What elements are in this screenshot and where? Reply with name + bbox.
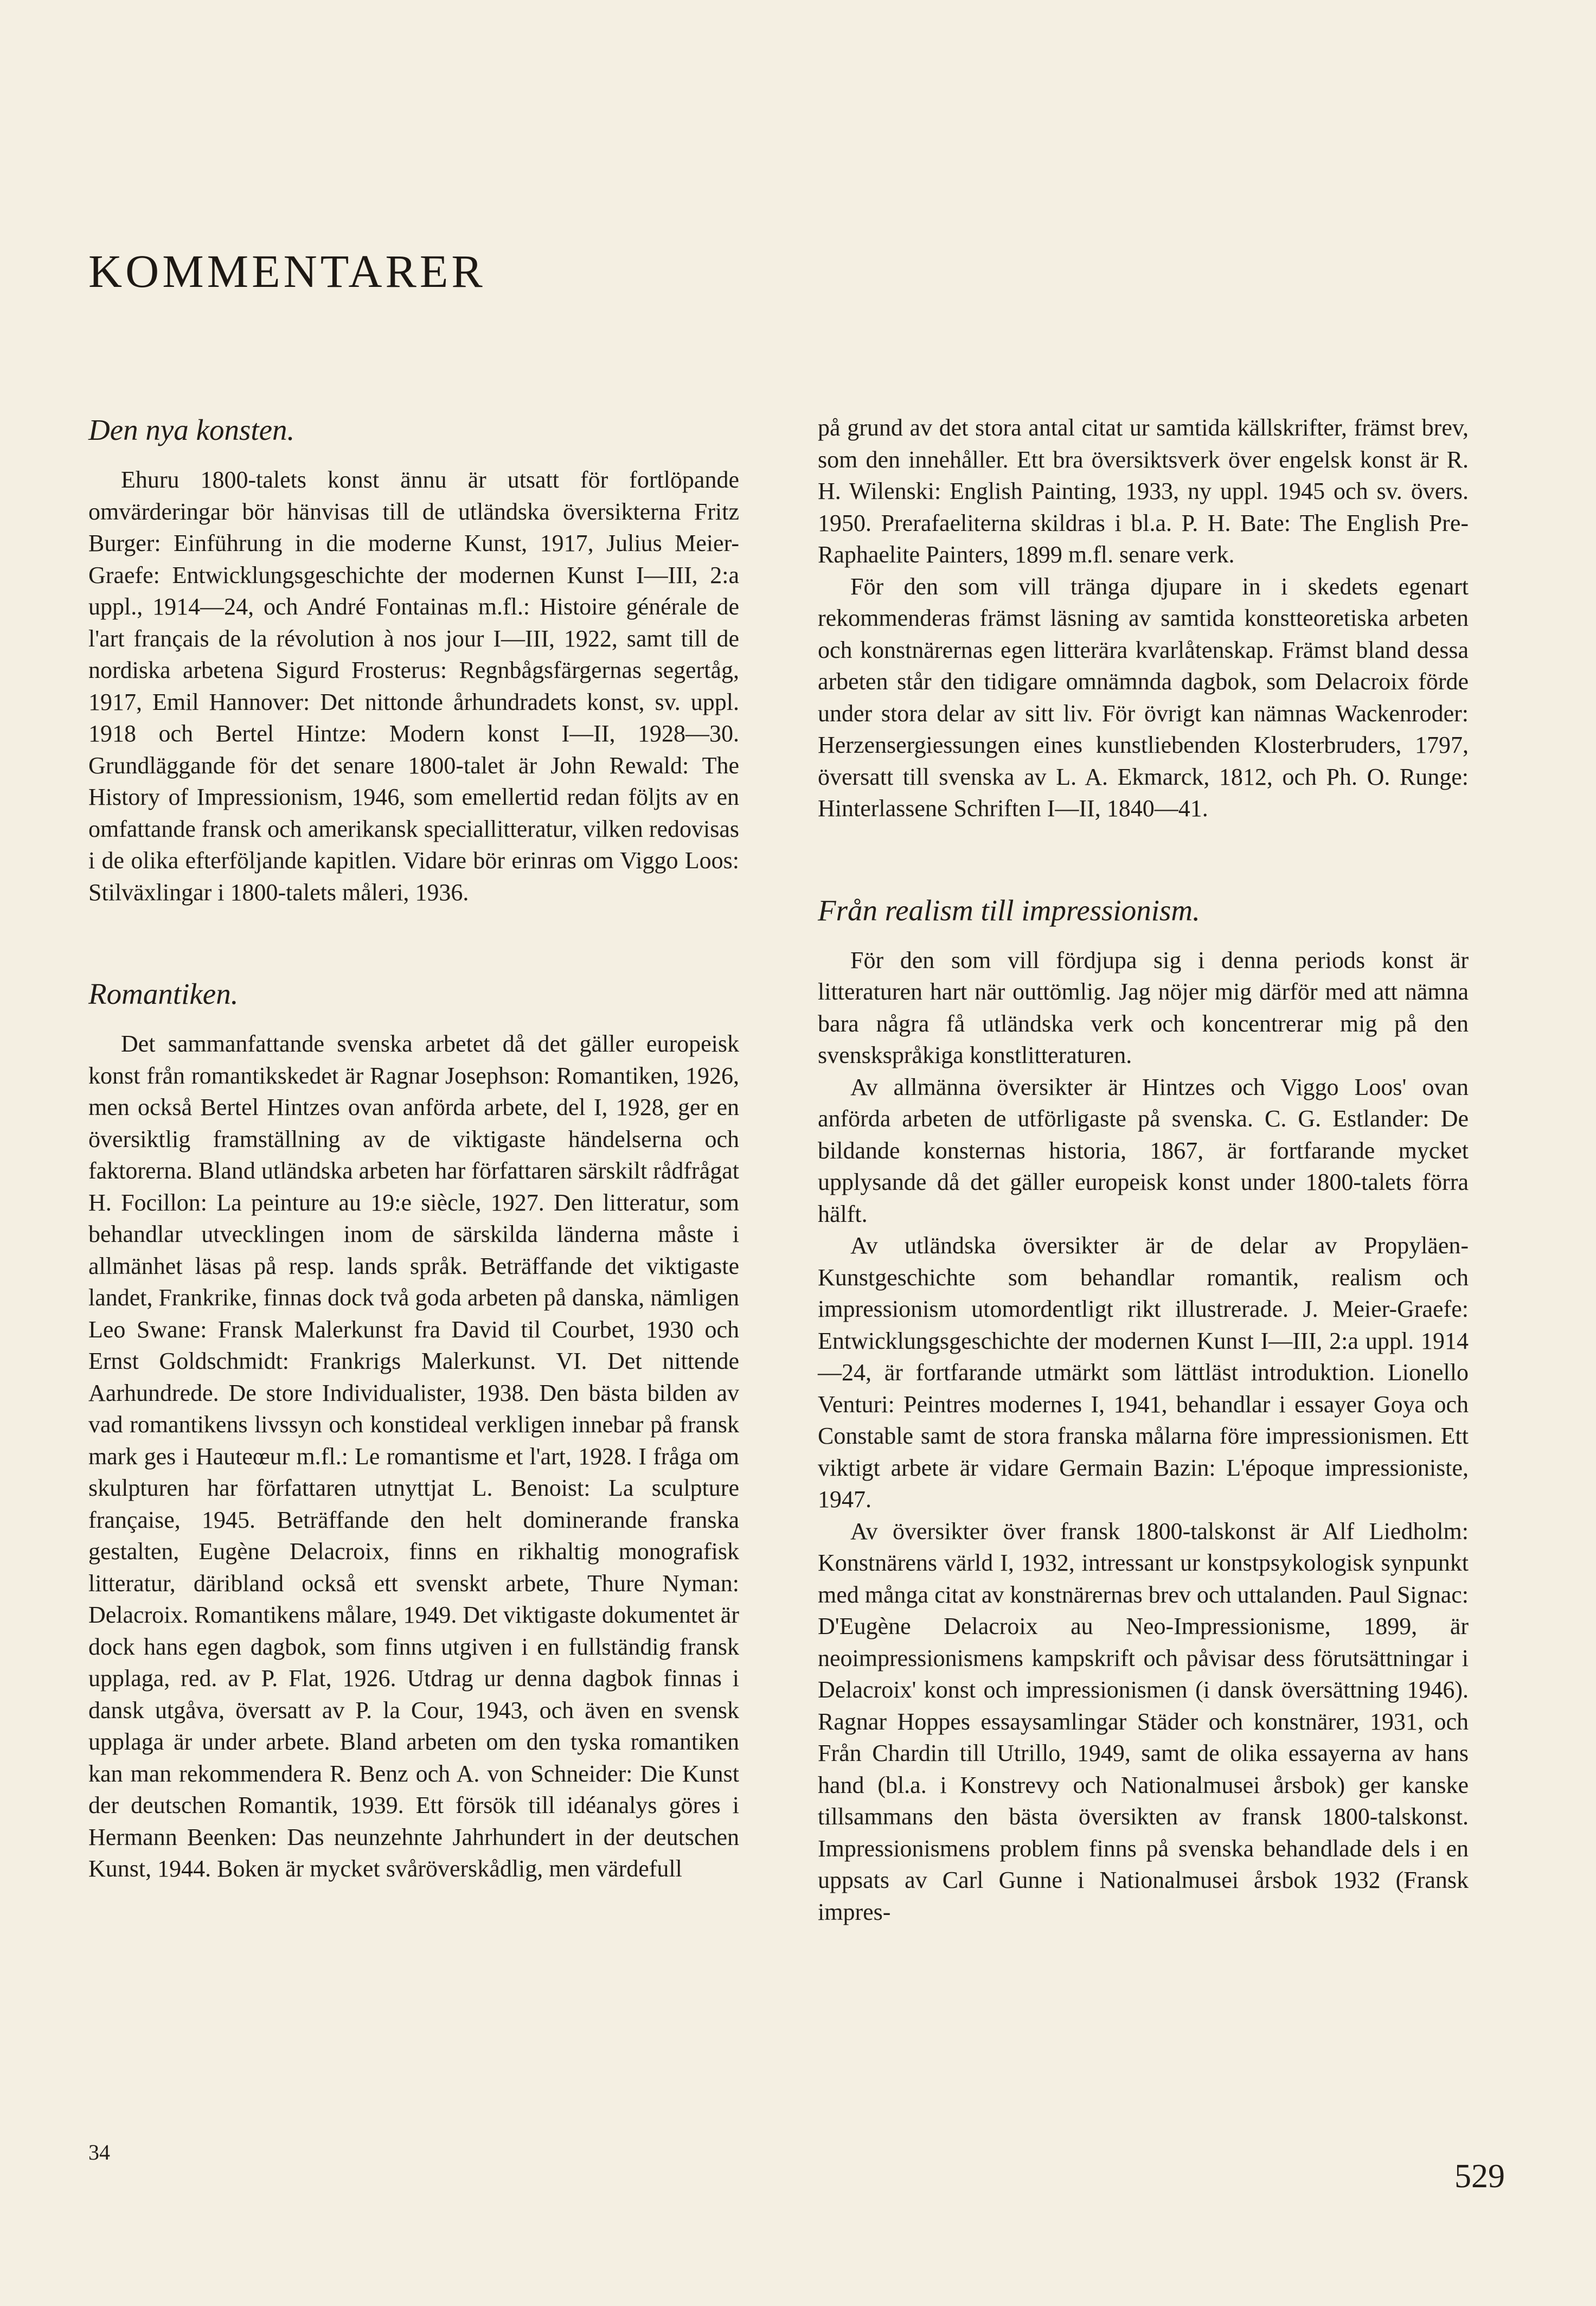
section-den-nya-konsten [88,412,739,908]
page-number-right: 529 [1454,2158,1505,2195]
section-title: Den nya konsten. [88,413,295,446]
paragraph: Det sammanfattande svenska arbetet då det gäller europeisk konst från romantikskedet är Ragnar Josephson: Romantiken, 1926, men också Bertel Hintzes ovan anförda arbete, del I, 1928, ger en översiktlig framställning av de viktigaste händelserna och faktorerna. Bland utländska arbeten har författaren särskilt rådfrågat H. Focillon: La peinture au 19:e siècle, 1927. Den litteratur, som behandlar utvecklingen inom de särskilda länderna måste i allmänhet läsas på resp. lands språk. Beträffande det viktigaste landet, Frankrike, finnas dock två goda arbeten på danska, nämligen Leo Swane: Fransk Malerkunst fra David til Courbet, 1930 och Ernst Goldschmidt: Frankrigs Malerkunst. VI. Det nittende Aarhundrede. De store Individualister, 1938. Den bästa bilden av vad romantikens livssyn och konstideal verkligen innebar på fransk mark ges i Hauteœur m.fl.: Le romantisme et l'art, 1928. I fråga om skulpturen har författaren utnyttjat L. Benoist: La sculpture française, 1945. Beträffande den helt dominerande franska gestalten, Eugène Delacroix, finns en rikhaltig monografisk litteratur, däribland också ett svenskt arbete, Thure Nyman: Delacroix. Romantikens målare, 1949. Det viktigaste dokumentet är dock hans egen dagbok, som finns utgiven i en fullständig fransk upplaga, red. av P. Flat, 1926. Utdrag ur denna dagbok finnas i dansk utgåva, översatt av P. la Cour, 1943, och även en svensk upplaga är under arbete. Bland arbeten om den tyska romantiken kan man rekommendera R. Benz och A. von Schneider: Die Kunst der deutschen Romantik, 1939. Ett försök till idéanalys göres i Hermann Beenken: Das neunzehnte Jahrhundert in der deutschen Kunst, 1944. Boken är mycket svåröverskådlig, men värdefull [88,1030,739,1882]
paragraph: För den som vill fördjupa sig i denna periods konst är litteraturen hart när outtömlig. Jag nöjer mig därför med att nämna bara några få utländska verk och koncentrerar mig på den svenskspråkiga konstlitteraturen. [818,946,1469,1068]
section-fran-realism-till-impressionism [818,893,1469,1929]
section-title: Från realism till impressionism. [818,893,1200,927]
paragraph: Av utländska översikter är de delar av Propyläen-Kunstgeschichte som behandlar romantik, realism och impressionism utomordentligt rikt illustrerade. J. Meier-Graefe: Entwicklungsgeschichte der modernen Kunst I—III, 2:a uppl. 1914—24, är fortfarande utmärkt som lättläst introduktion. Lionello Venturi: Peintres modernes I, 1941, behandlar i essayer Goya och Constable samt de stora franska målarna före impressionismen. Ett viktigt arbete är vidare Germain Bazin: L'époque impressioniste, 1947. [818,1232,1469,1513]
section-title: Romantiken. [88,977,239,1010]
page-heading: KOMMENTARER [88,245,486,297]
paragraph: Av allmänna översikter är Hintzes och Viggo Loos' ovan anförda arbeten de utförligaste på svenska. C. G. Estlander: De bildande konsternas historia, 1867, är fortfarande mycket upplysande då det gäller europeisk konst under 1800-talets förra hälft. [818,1073,1469,1227]
page-number-left: 34 [88,2140,110,2164]
section-romantiken-continued [818,412,1469,825]
right-column [818,412,1469,1996]
paragraph: För den som vill tränga djupare in i skedets egenart rekommenderas främst läsning av samtida konstteoretiska arbeten och konstnärernas egen litterära kvarlåtenskap. Främst bland dessa arbeten står den tidigare omnämnda dagbok, som Delacroix förde under stora delar av sitt liv. För övrigt kan nämnas Wackenroder: Herzensergiessungen eines kunstliebenden Klosterbruders, 1797, översatt till svenska av L. A. Ekmarck, 1812, och Ph. O. Runge: Hinterlassene Schriften I—II, 1840—41. [818,573,1469,822]
paragraph-continued: på grund av det stora antal citat ur samtida källskrifter, främst brev, som den innehåller. Ett bra översiktsverk över engelsk konst är R. H. Wilenski: English Painting, 1933, ny uppl. 1945 och sv. övers. 1950. Prerafaeliterna skildras i bl.a. P. H. Bate: The English Pre-Raphaelite Painters, 1899 m.fl. senare verk. [818,414,1469,568]
section-romantiken [88,976,739,1885]
paragraph: Ehuru 1800-talets konst ännu är utsatt för fortlöpande omvärderingar bör hänvisas till de utländska översikterna Fritz Burger: Einführung in die moderne Kunst, 1917, Julius Meier-Graefe: Entwicklungsgeschichte der modernen Kunst I—III, 2:a uppl., 1914—24, och André Fontainas m.fl.: Histoire générale de l'art français de la révolution à nos jour I—III, 1922, samt till de nordiska arbetena Sigurd Frosterus: Regnbågsfärgernas segertåg, 1917, Emil Hannover: Det nittonde århundradets konst, sv. uppl. 1918 och Bertel Hintze: Modern konst I—II, 1928—30. Grundläggande för det senare 1800-talet är John Rewald: The History of Impressionism, 1946, som emellertid redan följts av en omfattande fransk och amerikansk speciallitteratur, vilken redovisas i de olika efterföljande kapitlen. Vidare bör erinras om Viggo Loos: Stilväxlingar i 1800-talets måleri, 1936. [88,466,739,906]
paragraph: Av översikter över fransk 1800-talskonst är Alf Liedholm: Konstnärens värld I, 1932, intressant ur konstpsykologisk synpunkt med många citat av konstnärernas brev och uttalanden. Paul Signac: D'Eugène Delacroix au Neo-Impressionisme, 1899, är neoimpressionismens kampskrift och påvisar dess förutsättningar i Delacroix' konst och impressionismen (i dansk översättning 1946). Ragnar Hoppes essaysamlingar Städer och konstnärer, 1931, och Från Chardin till Utrillo, 1949, samt de olika essayerna av hans hand (bl.a. i Konstrevy och Nationalmusei årsbok) ger kanske tillsammans den bästa översikten av fransk 1800-talskonst. Impressionismens problem finns på svenska behandlade dels i en uppsats av Carl Gunne i Nationalmusei årsbok 1932 (Fransk impres- [818,1517,1469,1925]
left-column [88,412,739,1953]
